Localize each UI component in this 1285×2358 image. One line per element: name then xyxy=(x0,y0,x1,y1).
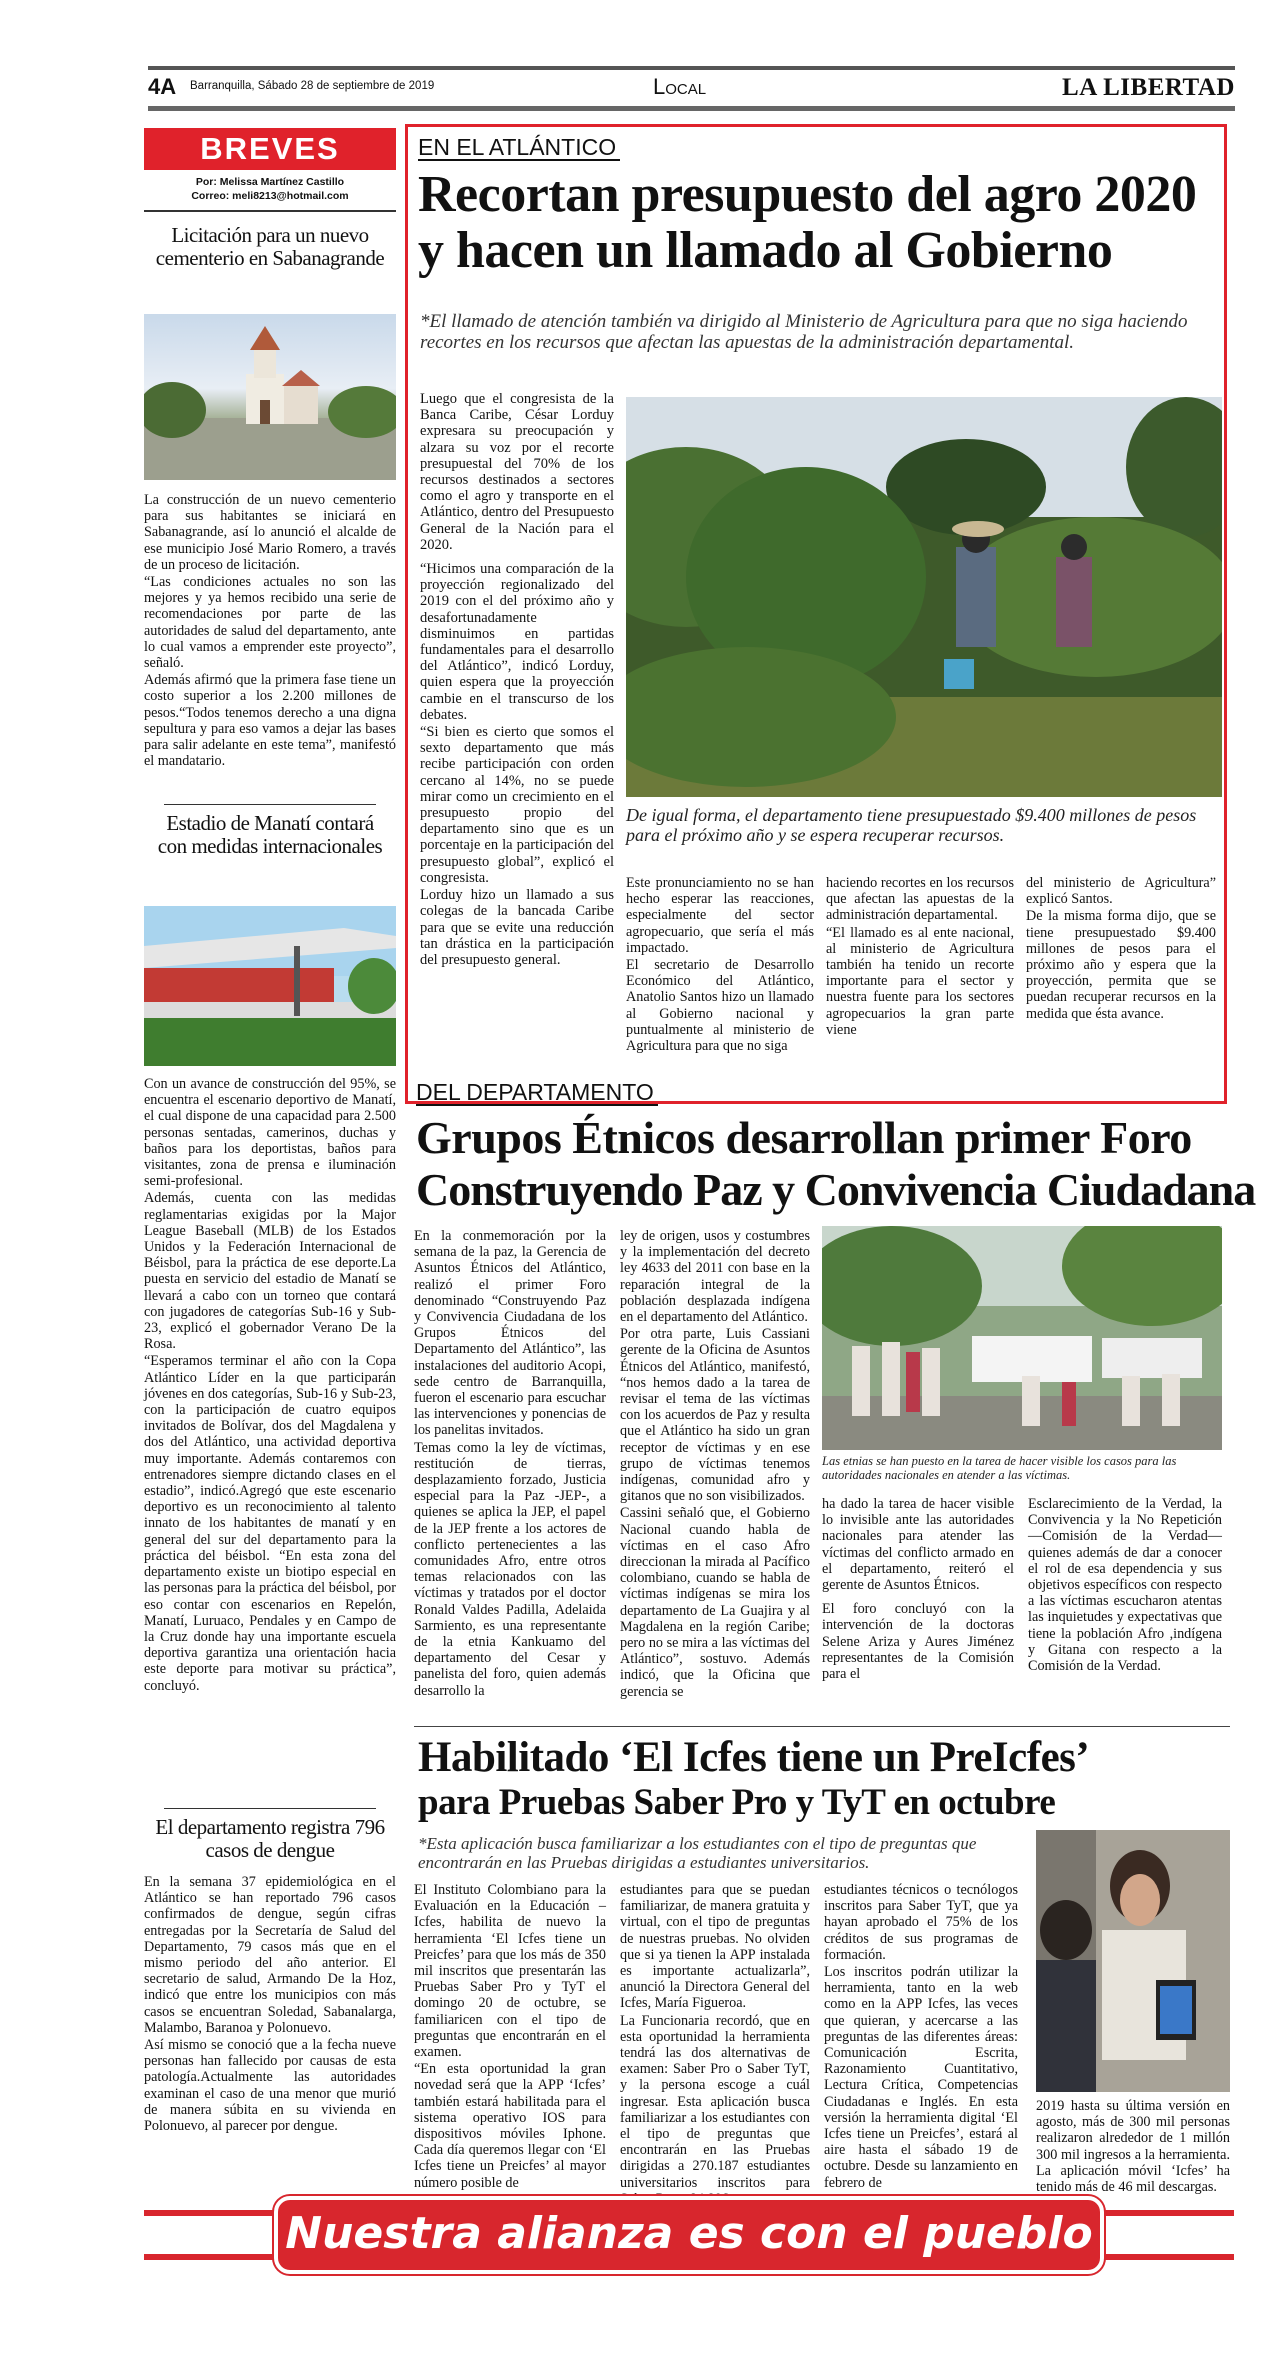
agro-paragraph: del ministerio de Agricultura” explicó Santos. xyxy=(1026,875,1216,908)
icfes-headline-line2: para Pruebas Saber Pro y TyT en octubre xyxy=(418,1782,1056,1823)
manati-paragraph: Además, cuenta con las medidas reglamentarias exigidas por la Major League Baseball (MLB) de los Estados Unidos y la Federación Internacional de Béisbol, para la práctica de ese deporte.La puesta en servicio del estadio de Manatí se llevará a cabo con un torneo que contará con jugadores de categorías Sub-16 y Sub-23, explicó el gobernador Verano De la Rosa. xyxy=(144,1190,396,1353)
etnicos-headline-line2: Construyendo Paz y Convivencia Ciudadana xyxy=(416,1164,1256,1215)
student-phone-photo xyxy=(1036,1830,1230,2092)
manati-body xyxy=(144,1076,396,1695)
agro-headline-line2: y hacen un llamado al Gobierno xyxy=(418,222,1113,279)
icfes-col3 xyxy=(824,1882,1018,2192)
breves-divider xyxy=(144,210,396,212)
agro-subhead: *El llamado de atención también va dirigido al Ministerio de Agricultura para que no siga haciendo recortes en los recursos que afectan las apuestas de la administración departamental. xyxy=(420,311,1188,353)
agro-paragraph: El secretario de Desarrollo Económico del Atlántico, Anatolio Santos hizo un llamado al Gobierno nacional y puntualmente al ministerio de Agricultura para que no siga xyxy=(626,957,814,1055)
etnicos-paragraph: ley de origen, usos y costumbres y la implementación del decreto ley 4633 del 2011 con base en la reparación integral de la población desplazada indígena en el departamento del Atlántico. xyxy=(620,1228,810,1326)
etnicos-story xyxy=(414,1079,1256,1720)
church-photo xyxy=(144,314,396,480)
etnicos-col3 xyxy=(822,1496,1014,1683)
agro-paragraph: haciendo recortes en los recursos que afectan las apuestas de la administración departamental. xyxy=(826,875,1014,924)
header-top-rule xyxy=(148,66,1235,70)
icfes-col2 xyxy=(620,1882,810,2208)
agro-kicker: EN EL ATLÁNTICO xyxy=(418,135,620,161)
agro-col3 xyxy=(826,875,1014,1039)
cementerio-body xyxy=(144,492,396,770)
icfes-col1 xyxy=(414,1882,606,2192)
manati-paragraph: “Esperamos terminar el año con la Copa Atlántico Líder en la que participarán jóvenes en dos categorías, Sub-16 y Sub-23, con la participación de cuatro equipos invitados de Bolívar, dos del Magdalena y dos del Atlántico, una actividad deportiva muy importante. Además contaremos con entrenadores siempre dictando clases en el estadio”, indicó.Agregó que este escenario deportivo es un reconocimiento al talento innato de los habitantes de manatí y en general del sur del departamento para la práctica del béisbol. “En esta zona del departamento existe un biotipo especial en las personas para la práctica del béisbol, por eso contar con escenarios en Repelón, Manatí, Luruaco, Pendales y en Campo de la Cruz donde hay una importante escuela deportiva garantiza una orientación hacia este deporte para motivar su práctica”, concluyó. xyxy=(144,1353,396,1694)
cementerio-paragraph: Además afirmó que la primera fase tiene un costo superior a los 2.200 millones de pesos.“Todos tenemos derecho a una digna sepultura y para eso vamos a dejar las bases para salir adelante en este tema”, manifestó el mandatario. xyxy=(144,672,396,770)
icfes-paragraph: La Funcionaria recordó, que en esta oportunidad la herramienta tendrá las dos alternativas de examen: Saber Pro o Saber TyT, y la persona escoge a cuál ingresar. Esta aplicación busca familiarizar a los estudiantes con el tipo de preguntas que encontrarán en las Pruebas dirigidas a 270.187 estudiantes universitarios inscritos para xyxy=(620,2012,810,2191)
icfes-headline-line1: Habilitado ‘El Icfes tiene un PreIcfes’ xyxy=(418,1734,1090,1781)
dengue-body xyxy=(144,1874,396,2135)
dengue-paragraph: En la semana 37 epidemiológica en el Atlántico se han reportado 796 casos confirmados de dengue, según cifras entregadas por la Secretaría de Salud del Departamento, 79 casos más que en el mismo periodo del año anterior. El secretario de salud, Armando De la Hoz, indicó que entre los municipios con más casos se encuentran Soledad, Sabanalarga, Malambo, Baranoa y Polonuevo. xyxy=(144,1874,396,2036)
etnicos-col4 xyxy=(1028,1496,1222,1675)
agro-paragraph: De la misma forma dijo, que se tiene presupuestado $9.400 millones de pesos para el próximo año y espera que la proyección, permita que se puedan recuperar recursos en la medida que ésta avance. xyxy=(1026,908,1216,1022)
icfes-paragraph: estudiantes técnicos o tecnólogos inscritos para Saber TyT, que ya hayan aprobado el 75% de los créditos de sus programas de formación. xyxy=(824,1882,1018,1963)
page-header xyxy=(148,66,1235,112)
agro-paragraph: Este pronunciamiento no se han hecho esperar las reacciones, especialmente del sector agropecuario, que sería el más impactado. xyxy=(626,875,814,956)
item-divider xyxy=(164,1808,376,1809)
foro-photo-caption: Las etnias se han puesto en la tarea de hacer visible los casos para las autoridades nacionales en atender a las víctimas. xyxy=(822,1454,1177,1482)
header-bottom-rule xyxy=(148,106,1235,111)
breves-byline: Por: Melissa Martínez Castillo xyxy=(195,176,345,188)
cementerio-headline: Licitación para un nuevo cementerio en Sabanagrande xyxy=(155,223,385,270)
banner-slogan: Nuestra alianza es con el pueblo xyxy=(285,2208,1093,2259)
agro-paragraph: Lorduy hizo un llamado a sus colegas de la bancada Caribe para que se evite una reducción tan drástica en la participación del presupuesto general. xyxy=(420,887,614,968)
cementerio-paragraph: “Las condiciones actuales no son las mejores y ya hemos recibido una serie de recomendaciones por parte de las autoridades de salud del departamento, ante lo cual vamos a emprender este proyecto”, señaló. xyxy=(144,574,396,672)
icfes-paragraph: 2019 hasta su última versión en agosto, más de 300 mil personas realizaron alrededor de 1 millón 300 mil ingresos a la herramienta. La aplicación móvil ‘Icfes’ ha tenido más de 46 mil descargas. xyxy=(1036,2098,1230,2196)
etnicos-col1 xyxy=(414,1228,606,1700)
icfes-paragraph: El Instituto Colombiano para la Evaluación en la Educación – Icfes, habilita de nuevo la herramienta ‘El Icfes tiene un Preicfes’ para que los más de 350 mil inscritos que presentarán las Pruebas Saber Pro y TyT el domingo 20 de octubre, se familiaricen con el tipo de preguntas que encontrarán en el examen. xyxy=(414,1882,606,2061)
date-line: Barranquilla, Sábado 28 de septiembre de 2019 xyxy=(190,80,435,92)
icfes-paragraph: Los inscritos podrán utilizar la herramienta, tanto en la web como en la APP Icfes, las veces que quieran, y acercarse a las preguntas de las diferentes áreas: Comunicación Escrita, Razonamiento Cuantitativo, Lectura Crítica, Competencias Ciudadanas e Inglés. En esta versión la herramienta digital ‘El Icfes tiene un Preicfes’, estará al aire hasta el sábado 19 de octubre. Desde su lanzamiento en febrero de xyxy=(824,1964,1018,2191)
stadium-photo xyxy=(144,906,396,1066)
icfes-paragraph: estudiantes para que se puedan familiarizar, de manera gratuita y virtual, con el tipo de preguntas de nuestras pruebas. No olviden que si ya tienen la APP instalada es importante actualizarla”, anunció la Directora General del Icfes, María Figueroa. xyxy=(620,1882,810,2012)
dengue-headline: El departamento registra 796 casos de dengue xyxy=(155,1815,385,1862)
agro-paragraph: “Si bien es cierto que somos el sexto departamento que más recibe participación con orden cercano al 14%, no se puede mirar como un crecimiento en el presupuesto propio del departamento sino que es un porcentaje en la participación del presupuesto global”, explicó el congresista. xyxy=(420,724,614,886)
etnicos-paragraph: Esclarecimiento de la Verdad, la Convivencia y la No Repetición —Comisión de la Verdad— quienes además de dar a conocer el rol de esa dependencia y sus objetivos específicos con respecto a las víctimas escucharon atentas las inquietudes y expectativas que tiene la población Afro ,indígena y Gitana con respecto a la Comisión de la Verdad. xyxy=(1028,1496,1222,1675)
agro-col1 xyxy=(420,391,614,969)
agro-paragraph: “Hicimos una comparación de la proyección regionalizado del 2019 con el del próximo año y desafortunadamente disminuimos en partidas fundamentales para el desarrollo del Atlántico”, indicó Lorduy, quien espera que la proyección cambie en el transcurso de los debates. xyxy=(420,561,614,723)
etnicos-paragraph: Por otra parte, Luis Cassiani gerente de la Oficina de Asuntos Étnicos del Atlántico, manifestó, “nos hemos dado a la tarea de revisar el tema de las víctimas con los acuerdos de Paz y resulta que el Atlántico ha sido un gran receptor de víctimas y en ese grupo de víctimas tenemos indígenas, comunidad afro y gitanos que no son visibilizados. xyxy=(620,1326,810,1505)
newspaper-name: LA LIBERTAD xyxy=(1062,74,1235,101)
page-number: 4A xyxy=(148,74,177,99)
agro-col2 xyxy=(626,875,814,1055)
dengue-paragraph: Así mismo se conoció que a la fecha nueve personas han fallecido por causas de esta patología.Actualmente las autoridades examinan el caso de una menor que murió de manera súbita en su vivienda en Polonuevo, al parecer por dengue. xyxy=(144,2037,396,2135)
agro-headline-line1: Recortan presupuesto del agro 2020 xyxy=(418,166,1197,223)
etnicos-paragraph: El foro concluyó con la intervención de la doctoras Selene Ariza y Aures Jiménez representantes de la Comisión para el xyxy=(822,1601,1014,1683)
etnicos-paragraph: ha dado la tarea de hacer visible lo invisible ante las autoridades nacionales para atender las víctimas del conflicto armado en el departamento, reiteró el gerente de Asuntos Étnicos. xyxy=(822,1496,1014,1594)
breves-banner: BREVES xyxy=(144,128,396,170)
icfes-subhead: *Esta aplicación busca familiarizar a los estudiantes con el tipo de preguntas que encontrarán en las Pruebas dirigidas a estudiantes universitarios. xyxy=(418,1834,977,1872)
agro-paragraph: Luego que el congresista de la Banca Caribe, César Lorduy expresara su preocupación y alzara su voz por el recorte presupuestal del 70% de los recursos destinados a sectores como el agro y transporte en el Atlántico, dentro del Presupuesto General de la Nación para el 2020. xyxy=(420,391,614,553)
section-name: Local xyxy=(653,74,707,99)
agro-paragraph: “El llamado es al ente nacional, al ministerio de Agricultura también ha tenido un recorte importante para el sector y nuestra fuente para los sectores agropecuarios la gran parte viene xyxy=(826,924,1014,1038)
cementerio-paragraph: La construcción de un nuevo cementerio para sus habitantes se iniciará en Sabanagrande, así lo anunció el alcalde de ese municipio José Mario Romero, a través de un proceso de licitación. xyxy=(144,492,396,573)
etnicos-headline-line1: Grupos Étnicos desarrollan primer Foro xyxy=(416,1112,1192,1163)
breves-column xyxy=(144,126,396,2166)
footer-banner xyxy=(144,2196,1234,2276)
manati-paragraph: Con un avance de construcción del 95%, se encuentra el escenario deportivo de Manatí, el cual dispone de una capacidad para 2.500 personas sentadas, camerinos, duchas y baños para los deportistas, baños para visitantes, zona de prensa e iluminación semi-profesional. xyxy=(144,1076,396,1190)
etnicos-paragraph: En la conmemoración por la semana de la paz, la Gerencia de Asuntos Étnicos del Atlántico, realizó el primer Foro denominado “Construyendo Paz y Convivencia Ciudadana de los Grupos Étnicos del Departamento del Atlántico”, las instalaciones del auditorio Acopi, sede centro de Barranquilla, fueron el escenario para escuchar las intervenciones y ponencias de los panelitas invitados. xyxy=(414,1228,606,1439)
etnicos-col2 xyxy=(620,1228,810,1701)
manati-headline: Estadio de Manatí contará con medidas internacionales xyxy=(157,811,383,858)
breves-email: Correo: meli8213@hotmail.com xyxy=(191,190,349,202)
agro-story-box xyxy=(405,124,1227,1104)
icfes-story xyxy=(414,1734,1230,2196)
icfes-col4 xyxy=(1036,2098,1230,2196)
foro-photo xyxy=(822,1226,1222,1450)
agro-photo-caption: De igual forma, el departamento tiene presupuestado $9.400 millones de pesos para el próximo año y se espera recuperar recursos. xyxy=(626,805,1197,845)
etnicos-paragraph: Cassini señaló que, el Gobierno Nacional cuando habla de víctimas en el caso Afro direccionan la mirada al Pacífico colombiano, cuando se habla de víctimas indígenas se mira los departamento de La Guajira y al Magdalena en la región Caribe; pero no se mira a las víctimas del Atlántico”, sostuvo. Además indicó, que la Oficina que gerencia se xyxy=(620,1505,810,1700)
item-divider xyxy=(164,804,376,805)
farm-photo xyxy=(626,397,1222,797)
etnicos-kicker: DEL DEPARTAMENTO xyxy=(416,1080,658,1106)
icfes-paragraph: “En esta oportunidad la gran novedad será que la APP ‘Icfes’ también estará habilitada para el sistema operativo IOS para dispositivos móviles Iphone. Cada día queremos llegar con ‘El Icfes tiene un Preicfes’ al mayor número posible de xyxy=(414,2061,606,2191)
agro-col4 xyxy=(1026,875,1216,1023)
icfes-divider xyxy=(414,1726,1230,1727)
etnicos-paragraph: Temas como la ley de víctimas, restitución de tierras, desplazamiento forzado, Justicia especial para la Paz -JEP-, a quienes se aplica la JEP, el papel de la JEP frente a los actores de conflicto pertenecientes a las comunidades Afro, entre otros temas relacionados con las víctimas y tratados por el doctor Ronald Valdes Padilla, Adelaida Sarmiento, es una representante de la etnia Kankuamo del departamento del Cesar y panelista del foro, quien además desarrollo la xyxy=(414,1439,606,1699)
